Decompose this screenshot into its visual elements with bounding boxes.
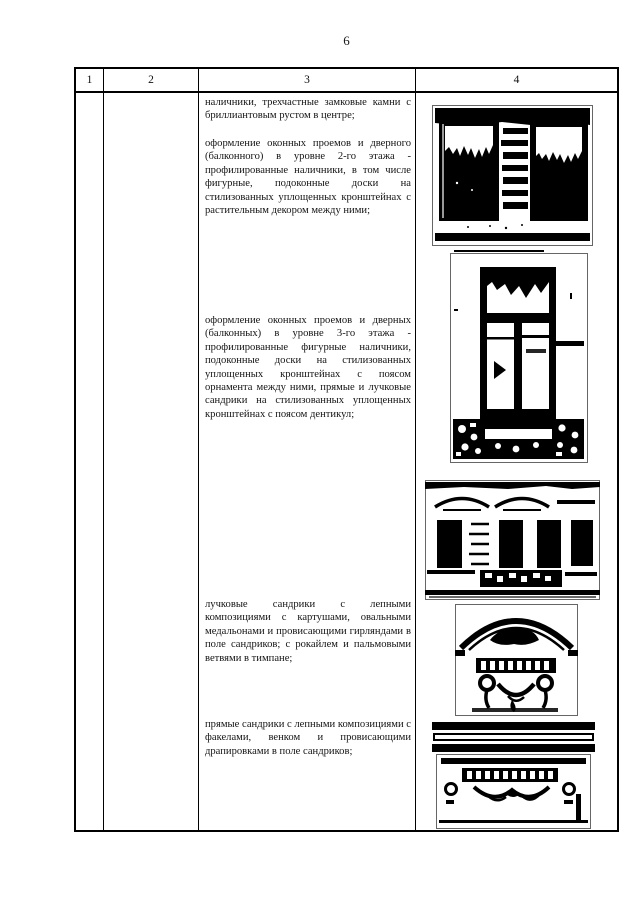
body-cell-2: [104, 93, 199, 830]
page-number: 6: [343, 33, 350, 48]
content-table: [74, 67, 619, 832]
photo-divider-line: [454, 250, 544, 252]
header-col-4: 4: [513, 74, 520, 86]
description-paragraph: оформление оконных проемов и дверного (балконного) в уровне 2-го этажа - профилированные наличники, в том числе фигурные, подоконные доски на стилизованных уплощенных кронштейнах с растительным декором между ними;: [205, 138, 411, 217]
facade-photo-windows: [432, 105, 593, 246]
table-body-row: [76, 93, 617, 830]
description-paragraph: оформление оконных проемов и дверных (балконных) в уровне 3-го этажа - профилированные фигурные наличники, подоконные доски на стилизованных уплощенных кронштейнах с поясом орнамента между ними, прямые и лучковые сандрики на стилизованных уплощенных кронштейнах с поясом дентикул;: [205, 315, 411, 420]
facade-photo-window-row: [425, 480, 600, 600]
facade-photo-arched-sandrik: [432, 604, 595, 752]
facade-photo-balcony-door: [450, 253, 588, 463]
table-header-row: [76, 69, 617, 93]
header-col-2: 2: [104, 69, 199, 91]
body-cell-description: [199, 93, 416, 830]
header-col-3: 3: [199, 69, 416, 91]
description-paragraph: лучковые сандрики с лепными композициями с картушами, овальными медальонами и провисающими гирляндами в поле сандриков; с рокайлем и пальмовыми ветвями в тимпане;: [205, 599, 411, 664]
description-paragraph: прямые сандрики с лепными композициями с факелами, венком и провисающими драпировками в поле сандриков;: [205, 719, 412, 757]
body-cell-1: [76, 93, 104, 830]
facade-photo-straight-sandrik: [436, 754, 591, 829]
body-cell-photos: [416, 93, 617, 830]
header-col-1: 1: [76, 69, 104, 91]
description-paragraph: наличники, трехчастные замковые камни с бриллиантовым рустом в центре;: [205, 97, 411, 122]
